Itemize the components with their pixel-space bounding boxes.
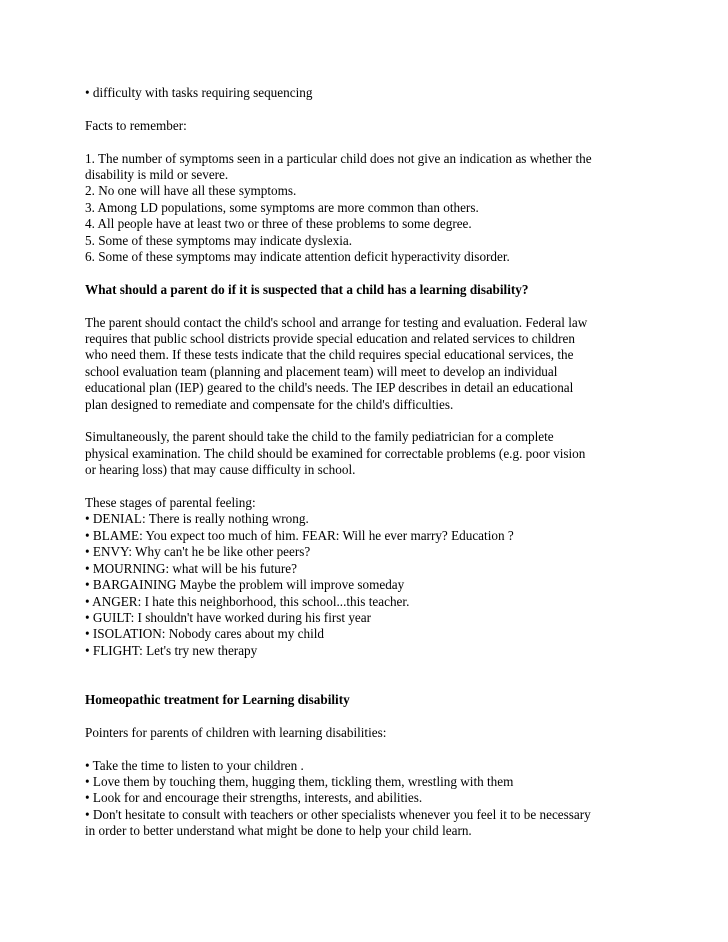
homeopathic-heading: Homeopathic treatment for Learning disability	[85, 691, 350, 707]
paragraph-line: Simultaneously, the parent should take the child to the family pediatrician for a complete	[85, 429, 554, 445]
facts-line: 6. Some of these symptoms may indicate attention deficit hyperactivity disorder.	[85, 249, 510, 265]
homeopathic-intro: Pointers for parents of children with learning disabilities:	[85, 724, 387, 740]
stages-heading: These stages of parental feeling:	[85, 495, 256, 511]
intro-bullet: • difficulty with tasks requiring sequencing	[85, 85, 313, 100]
list-item: • FLIGHT: Let's try new therapy	[85, 642, 258, 658]
document-page	[85, 85, 645, 840]
list-item: • Look for and encourage their strengths, interests, and abilities.	[85, 790, 423, 806]
question-paragraph-2	[85, 429, 645, 478]
facts-line: 3. Among LD populations, some symptoms are more common than others.	[85, 199, 479, 215]
facts-heading: Facts to remember:	[85, 117, 187, 133]
paragraph-line: physical examination. The child should be examined for correctable problems (e.g. poor vision	[85, 445, 586, 461]
facts-line: 1. The number of symptoms seen in a particular child does not give an indication as whether the	[85, 150, 592, 166]
pointers-list	[85, 758, 645, 840]
facts-line: 4. All people have at least two or three of these problems to some degree.	[85, 216, 472, 232]
spacer	[85, 479, 645, 495]
list-item: • MOURNING: what will be his future?	[85, 560, 297, 576]
paragraph-line: school evaluation team (planning and placement team) will meet to develop an individual	[85, 363, 558, 379]
list-item: • ENVY: Why can't he be like other peers?	[85, 544, 311, 560]
paragraph-line: The parent should contact the child's school and arrange for testing and evaluation. Federal law	[85, 314, 588, 330]
list-item: • GUILT: I shouldn't have worked during his first year	[85, 609, 372, 625]
stages-list	[85, 511, 645, 659]
list-item: • BARGAINING Maybe the problem will improve someday	[85, 577, 405, 593]
facts-line: disability is mild or severe.	[85, 167, 229, 182]
list-item: • Take the time to listen to your children .	[85, 757, 304, 773]
facts-line: 2. No one will have all these symptoms.	[85, 183, 297, 199]
list-item: • Don't hesitate to consult with teachers or other specialists whenever you feel it to be necessary	[85, 806, 591, 822]
facts-line: 5. Some of these symptoms may indicate dyslexia.	[85, 232, 353, 248]
spacer	[85, 659, 645, 692]
paragraph-line: or hearing loss) that may cause difficulty in school.	[85, 462, 356, 478]
list-item: • BLAME: You expect too much of him. FEAR: Will he ever marry? Education ?	[85, 527, 514, 543]
list-item: • DENIAL: There is really nothing wrong.	[85, 511, 309, 527]
list-item: • Love them by touching them, hugging them, tickling them, wrestling with them	[85, 773, 514, 789]
facts-list	[85, 151, 645, 266]
spacer	[85, 101, 645, 117]
spacer	[85, 298, 645, 314]
paragraph-line: plan designed to remediate and compensate for the child's difficulties.	[85, 396, 454, 412]
list-item: • ANGER: I hate this neighborhood, this school...this teacher.	[85, 593, 410, 609]
spacer	[85, 741, 645, 757]
paragraph-line: educational plan (IEP) geared to the child's needs. The IEP describes in detail an educational	[85, 380, 574, 396]
spacer	[85, 134, 645, 150]
paragraph-line: requires that public school districts provide special education and related services to children	[85, 331, 575, 347]
spacer	[85, 413, 645, 429]
spacer	[85, 708, 645, 724]
question-heading: What should a parent do if it is suspected that a child has a learning disability?	[85, 281, 529, 297]
question-paragraph-1	[85, 315, 645, 413]
paragraph-line: who need them. If these tests indicate that the child requires special educational services, the	[85, 347, 574, 363]
list-item: in order to better understand what might be done to help your child learn.	[85, 823, 472, 839]
list-item: • ISOLATION: Nobody cares about my child	[85, 626, 325, 642]
spacer	[85, 265, 645, 281]
